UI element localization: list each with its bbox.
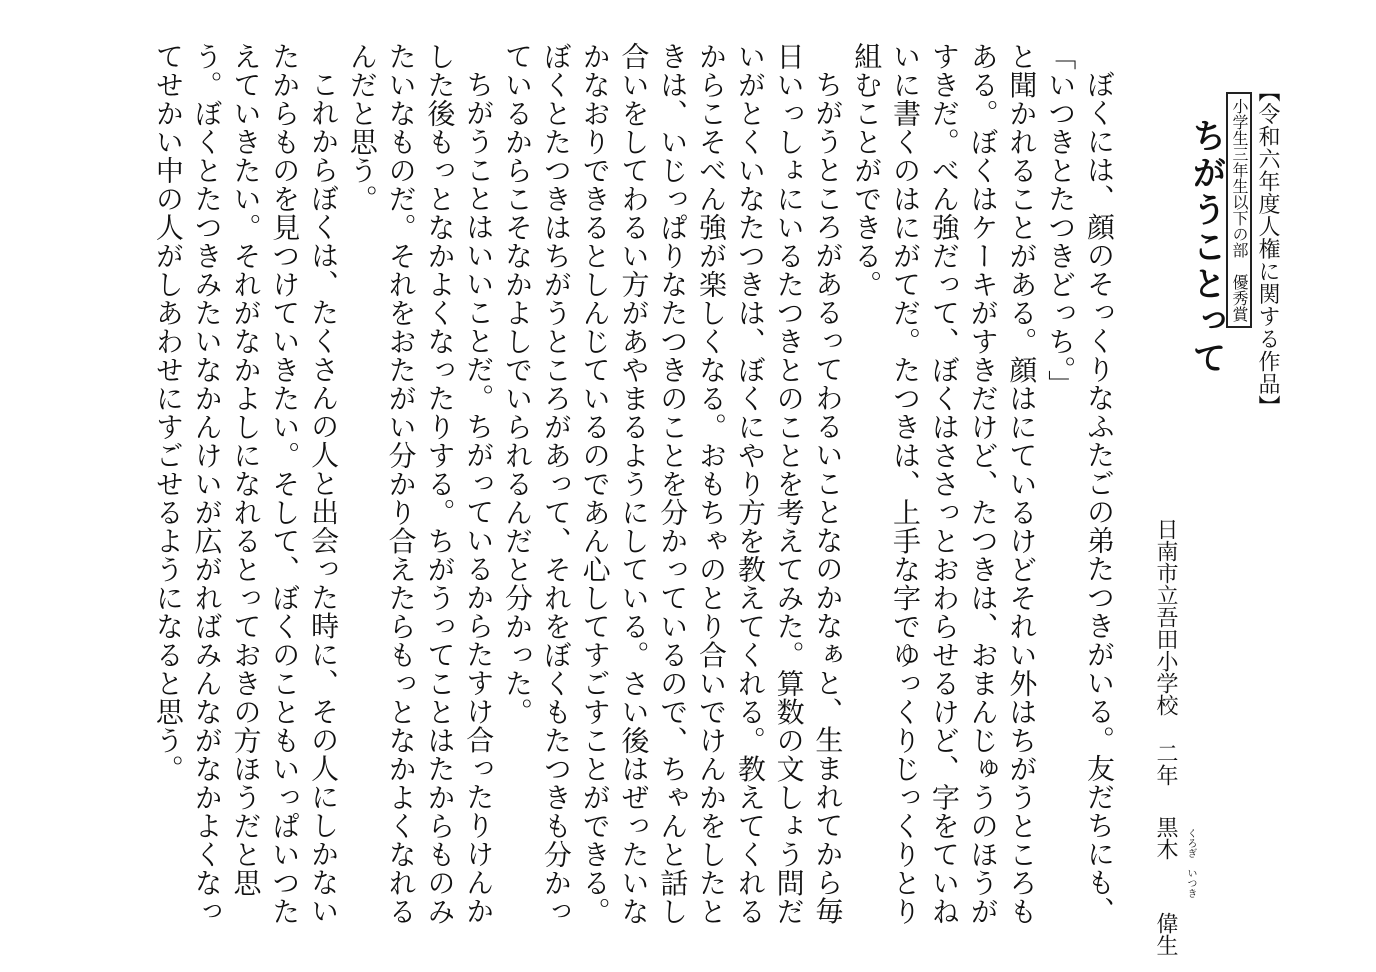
essay-paragraph: これからぼくは、たくさんの人と出会った時に、その人にしかないたからものを見つけていきたい。そして、ぼくのこともいっぱいつたえていきたい。それがなかよしになれるとっておきの方ほうだと思う。ぼくとたつきみたいなかんけいが広がればみんながなかよくなってせかい中の人がしあわせにすごせるようになると思う。: [151, 42, 341, 926]
essay-paragraph: 「いつきとたつきどっち。」: [1044, 42, 1078, 399]
essay-paragraph: ちがうことはいいことだ。ちがっているからたすけ合ったりけんかした後もっとなかよくなったりする。ちがうってことはたからものみたいなものだ。それをおたがい分かり合えたらもっとなかよくなれるんだと思う。: [345, 42, 496, 926]
essay-title: ちがうことって: [1186, 118, 1226, 377]
author-surname-ruby: くろぎ: [1185, 828, 1196, 858]
author-given-name: 偉生: [1153, 912, 1178, 956]
essay-paragraph: ちがうところがあるってわるいことなのかなぁと、生まれてから毎日いっしょにいるたつきとのことを考えてみた。算数の文しょう問だいがとくいなたつきは、ぼくにやり方を教えてくれる。教えてくれるからこそべん強が楽しくなる。おもちゃのとり合いでけんかをしたときは、いじっぱりなたつきのことを分かっているので、ちゃんと話し合いをしてわるい方があやまるようにしている。さい後はぜったいなかなおりできるとしんじているのであん心してすごすことができる。ぼくとたつきはちがうところがあって、それをぼくもたつきも分かっているからこそなかよしでいられるんだと分かった。: [501, 42, 845, 926]
author-line: [1151, 518, 1179, 956]
author-school: 日南市立吾田小学校: [1153, 518, 1178, 716]
essay-paragraph: ぼくには、顔のそっくりなふたごの弟たつきがいる。友だちにも、: [1083, 70, 1116, 925]
author-given-name-ruby: いつき: [1185, 868, 1196, 898]
author-surname: 黒木: [1153, 816, 1178, 860]
award-category-box: 小学生三年生以下の部 優秀賞: [1226, 92, 1252, 328]
author-grade: 二年: [1153, 742, 1178, 786]
essay-paragraph: と聞かれることがある。顔はにているけどそれい外はちがうところもある。ぼくはケーキがすきだけど、たつきは、おまんじゅうのほうがすきだ。べん強だって、ぼくはささっとおわらせるけど、字をていねいに書くのはにがてだ。たつきは、上手な字でゆっくりじっくりとり組むことができる。: [850, 42, 1039, 926]
award-header-label: 【令和六年度人権に関する作品】: [1255, 80, 1280, 418]
essay-body: [148, 42, 1118, 947]
